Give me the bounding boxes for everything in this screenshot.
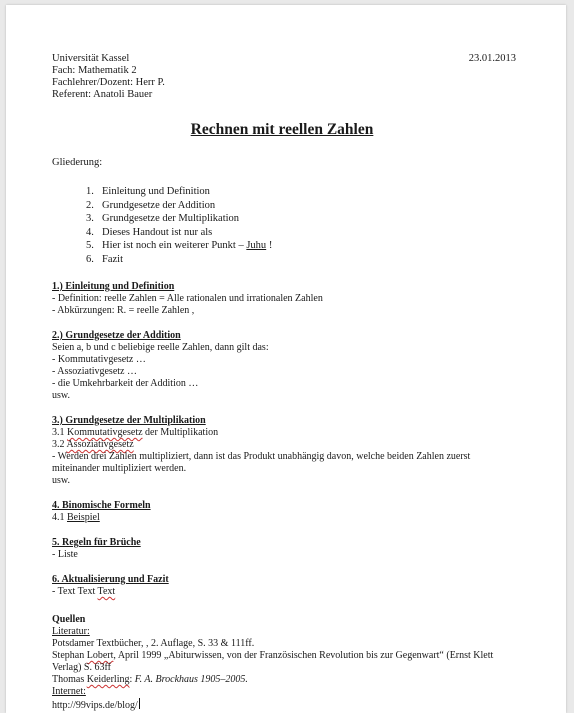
spellcheck-word: Kommutativgesetz bbox=[67, 427, 143, 438]
outline-item bbox=[86, 253, 512, 267]
section-heading: 6. Aktualisierung und Fazit bbox=[52, 574, 169, 585]
source-line bbox=[52, 650, 512, 662]
section-line: - Assoziativgesetz … bbox=[52, 366, 137, 377]
italic-title: F. A. Brockhaus 1905–2005. bbox=[134, 674, 248, 685]
spellcheck-word: Lobert bbox=[86, 650, 114, 661]
section-4 bbox=[52, 500, 512, 524]
section-line: - Kommutativgesetz … bbox=[52, 354, 146, 365]
line-prefix: - Text Text bbox=[52, 586, 98, 597]
section-heading: 3.) Grundgesetze der Multiplikation bbox=[52, 415, 206, 426]
source-line: Potsdamer Textbücher, , 2. Auflage, S. 33 & 111ff. bbox=[52, 638, 255, 649]
section-line: usw. bbox=[52, 475, 70, 486]
internet-label: Internet: bbox=[52, 686, 86, 697]
outline-num: 4. bbox=[86, 226, 94, 238]
section-2 bbox=[52, 330, 512, 402]
outline-item bbox=[86, 185, 512, 199]
outline-item bbox=[86, 199, 512, 213]
section-line bbox=[52, 512, 512, 524]
section-line bbox=[52, 439, 512, 451]
section-line bbox=[52, 427, 512, 439]
outline-num: 6. bbox=[86, 253, 94, 265]
outline-list bbox=[52, 185, 512, 266]
line-prefix: 3.2 bbox=[52, 439, 67, 450]
section-5 bbox=[52, 537, 512, 561]
url-line[interactable] bbox=[52, 698, 512, 712]
outline-text-end: ! bbox=[266, 240, 273, 251]
date-line: 23.01.2013 bbox=[468, 53, 516, 64]
line-prefix: Stephan bbox=[52, 650, 87, 661]
outline-heading: Gliederung: bbox=[52, 157, 103, 168]
line-middle: : bbox=[129, 674, 135, 685]
source-line bbox=[52, 674, 512, 686]
line-prefix: 4.1 bbox=[52, 512, 67, 523]
outline-text: Dieses Handout ist nur als bbox=[102, 226, 213, 238]
section-1 bbox=[52, 281, 512, 317]
source-line: Verlag) S. 63ff bbox=[52, 662, 111, 673]
text-cursor bbox=[139, 698, 141, 709]
sources-section bbox=[52, 614, 512, 712]
source-url[interactable]: http://99vips.de/blog/ bbox=[52, 700, 138, 711]
outline-text: Hier ist noch ein weiterer Punkt – bbox=[102, 240, 247, 251]
line-suffix: , April 1999 „Abiturwissen, von der Französischen Revolution bis zur Gegenwart“ (Ernst Klett bbox=[113, 650, 494, 661]
underlined-word: Beispiel bbox=[67, 512, 100, 523]
document-page bbox=[6, 5, 566, 713]
section-line: - Definition: reelle Zahlen = Alle rationalen und irrationalen Zahlen bbox=[52, 293, 323, 304]
section-line: Seien a, b und c beliebige reelle Zahlen, dann gilt das: bbox=[52, 342, 269, 353]
section-heading: 5. Regeln für Brüche bbox=[52, 537, 141, 548]
section-line: - die Umkehrbarkeit der Addition … bbox=[52, 378, 199, 389]
literature-label: Literatur: bbox=[52, 626, 90, 637]
line-prefix: 3.1 bbox=[52, 427, 67, 438]
outline-item bbox=[86, 226, 512, 240]
section-line: miteinander multipliziert werden. bbox=[52, 463, 187, 474]
section-heading: 4. Binomische Formeln bbox=[52, 500, 151, 511]
line-suffix: der Multiplikation bbox=[142, 427, 219, 438]
document-title: Rechnen mit reellen Zahlen bbox=[190, 121, 374, 138]
line-prefix: Thomas bbox=[52, 674, 87, 685]
outline-item bbox=[86, 239, 512, 253]
section-heading: 1.) Einleitung und Definition bbox=[52, 281, 175, 292]
outline-text: Einleitung und Definition bbox=[102, 186, 210, 197]
outline-num: 2. bbox=[86, 199, 94, 211]
teacher-line: Fachlehrer/Dozent: Herr P. bbox=[52, 77, 165, 88]
university-line: Universität Kassel bbox=[52, 53, 130, 64]
outline-text: Grundgesetze der Multiplikation bbox=[102, 213, 240, 224]
outline-num: 5. bbox=[86, 240, 94, 251]
section-heading: 2.) Grundgesetze der Addition bbox=[52, 330, 181, 341]
section-line: usw. bbox=[52, 390, 70, 401]
outline-item bbox=[86, 212, 512, 226]
outline-num: 1. bbox=[86, 186, 94, 197]
spellcheck-word: Assoziativgesetz bbox=[66, 439, 134, 450]
section-3 bbox=[52, 415, 512, 487]
document-header bbox=[52, 53, 516, 101]
section-line: - Werden drei Zahlen multipliziert, dann ist das Produkt unabhängig davon, welche beiden Zahlen zuerst bbox=[52, 451, 471, 462]
outline-num: 3. bbox=[86, 213, 94, 224]
section-line: - Liste bbox=[52, 549, 78, 560]
section-line bbox=[52, 586, 512, 598]
presenter-line: Referent: Anatoli Bauer bbox=[52, 89, 153, 100]
spellcheck-word: Text bbox=[97, 586, 116, 597]
sources-heading: Quellen bbox=[52, 614, 86, 625]
outline-text: Grundgesetze der Addition bbox=[102, 199, 216, 211]
section-line: - Abkürzungen: R. = reelle Zahlen , bbox=[52, 305, 195, 316]
outline-text-underlined: Juhu bbox=[246, 240, 267, 251]
section-6 bbox=[52, 574, 512, 598]
spellcheck-word: Keiderling bbox=[86, 674, 130, 685]
subject-line: Fach: Mathematik 2 bbox=[52, 65, 137, 76]
document-body bbox=[52, 53, 516, 712]
outline-text: Fazit bbox=[102, 253, 123, 265]
